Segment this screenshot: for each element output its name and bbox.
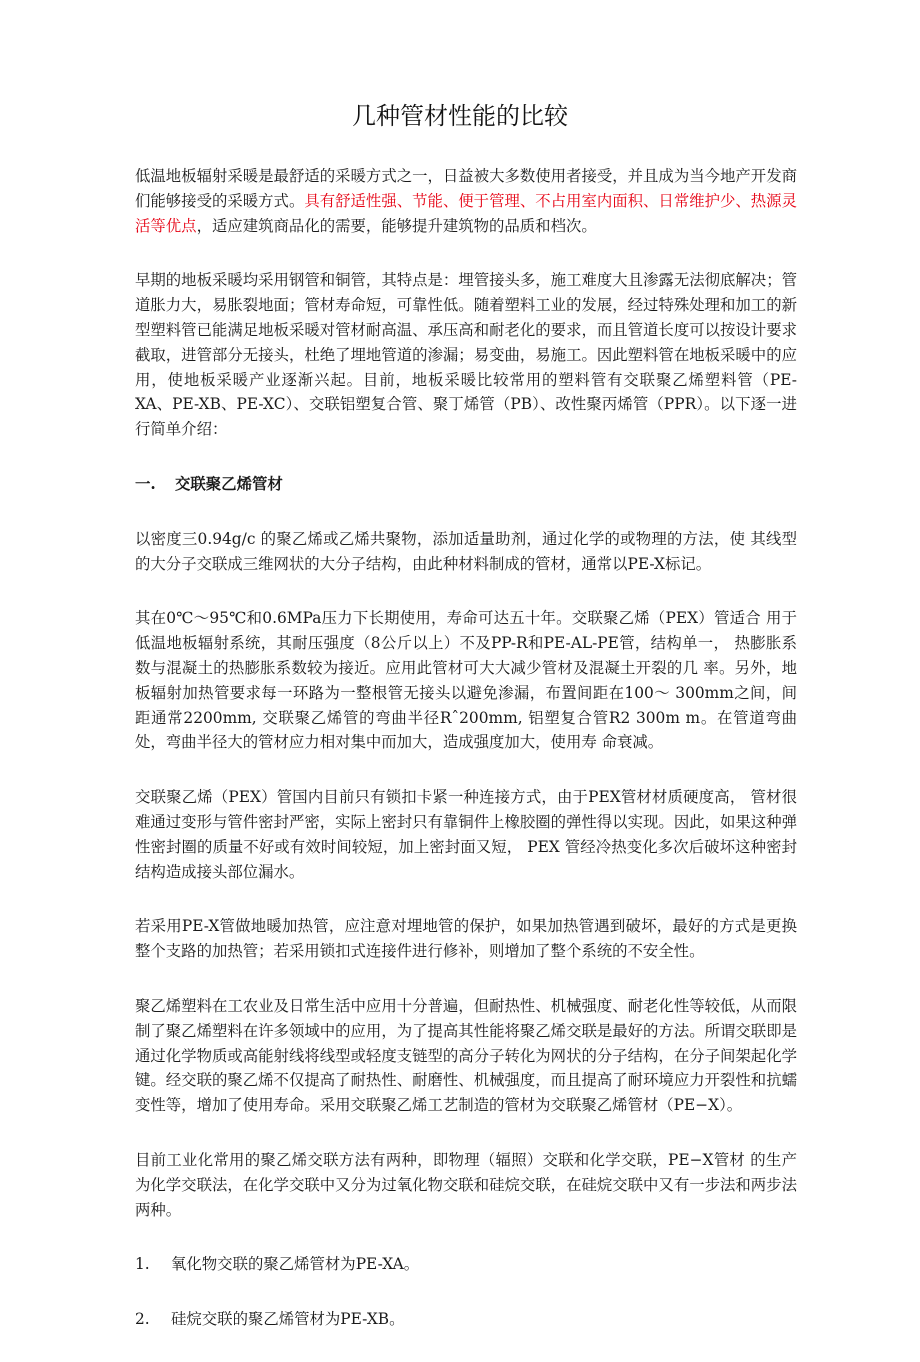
connection-paragraph: 交联聚乙烯（PEX）管国内目前只有锁扣卡紧一种连接方式，由于PEX管材材质硬度高， 管材很难通过变形与管件密封严密，实际上密封只有靠铜件上橡胶圈的弹性得以实现。因此，如果这种弹性密封圈的质量不好或有效时间较短，加上密封面又短， PEX 管经冷热变化多次后破坏这种密封结构造成接头部位漏水。 [135,788,797,881]
section-number: 一. [135,474,156,493]
document-body [135,164,797,1362]
intro-text-1: 低温地板辐射采暖是最舒适的采暖方式之一，日益被大多数使用者接受，并且成为当今地产开发商们能够接受的采暖方式。 [135,167,797,210]
protection-paragraph: 若采用PE-X管做地暖加热管，应注意对埋地管的保护，如果加热管遇到破坏，最好的方式是更换整个支路的加热管；若采用锁扣式连接件进行修补，则增加了整个系统的不安全性。 [135,917,797,961]
list-item-number: 1. [135,1255,150,1274]
list-item-text: 硅烷交联的聚乙烯管材为PE-XB。 [171,1310,405,1329]
list-item [135,1252,797,1277]
list-item-text: 氧化物交联的聚乙烯管材为PE-XA。 [171,1255,420,1274]
crosslink-paragraph: 聚乙烯塑料在工农业及日常生活中应用十分普遍，但耐热性、机械强度、耐老化性等较低，从而限制了聚乙烯塑料在许多领域中的应用，为了提高其性能将聚乙烯交联是最好的方法。所谓交联即是通过化学物质或高能射线将线型或轻度支链型的高分子转化为网状的分子结构，在分子间架起化学键。经交联的聚乙烯不仅提高了耐热性、耐磨性、机械强度，而且提高了耐环境应力开裂性和抗蠕变性等，增加了使用寿命。采用交联聚乙烯工艺制造的管材为交联聚乙烯管材（PE−X）。 [135,996,797,1115]
definition-paragraph: 以密度三0.94g/c 的聚乙烯或乙烯共聚物，添加适量助剂，通过化学的或物理的方法，使 其线型的大分子交联成三维网状的大分子结构，由此种材料制成的管材，通常以PE-X标记。 [135,529,797,573]
intro-highlight: 具有舒适性强、节能、便于管理、不占用室内面积、日常维护少、热源灵活等优点 [135,191,797,235]
section-heading [135,472,797,497]
section-title: 交联聚乙烯管材 [175,474,283,493]
history-paragraph: 早期的地板采暖均采用钢管和铜管，其特点是：埋管接头多，施工难度大且渗露无法彻底解决；管道胀力大，易胀裂地面；管材寿命短，可靠性低。随着塑料工业的发展，经过特殊处理和加工的新型塑料管已能满足地板采暖对管材耐高温、承压高和耐老化的要求，而且管道长度可以按设计要求截取，进管部分无接头，杜绝了埋地管道的渗漏；易变曲，易施工。因此塑料管在地板采暖中的应用，使地板采暖产业逐渐兴起。目前，地板采暖比较常用的塑料管有交联聚乙烯塑料管（PE-XA、PE-XB、PE-XC）、交联铝塑复合管、聚丁烯管（PB）、改性聚丙烯管（PPR）。以下逐一进行简单介绍： [135,271,797,439]
intro-text-2: ，适应建筑商品化的需要，能够提升建筑物的品质和档次。 [196,216,597,235]
list-item [135,1307,797,1332]
document-title: 几种管材性能的比较 [352,102,568,130]
usage-paragraph: 其在0℃～95℃和0.6MPa压力下长期使用，寿命可达五十年。交联聚乙烯（PEX）管适合 用于低温地板辐射系统，其耐压强度（8公斤以上）不及PP-R和PE-AL-PE管，结构单一， 热膨胀系数与混凝土的热膨胀系数较为接近。应用此管材可大大减少管材及混凝土开裂的几 率。另外，地板辐射加热管要求每一环路为一整根管无接头以避免渗漏，布置间距在100～ 300mm之间，间距通常2200mm, 交联聚乙烯管的弯曲半径Rˆ200mm, 铝塑复合管R2 300m m。在管道弯曲处，弯曲半径大的管材应力相对集中而加大，造成强度加大，使用寿 命衰减。 [135,609,797,752]
list-item-number: 2. [135,1310,150,1329]
intro-paragraph [135,164,797,238]
methods-paragraph: 目前工业化常用的聚乙烯交联方法有两种，即物理（辐照）交联和化学交联，PE−X管材 的生产为化学交联法，在化学交联中又分为过氧化物交联和硅烷交联，在硅烷交联中又有一步法和两步法两种。 [135,1150,797,1219]
